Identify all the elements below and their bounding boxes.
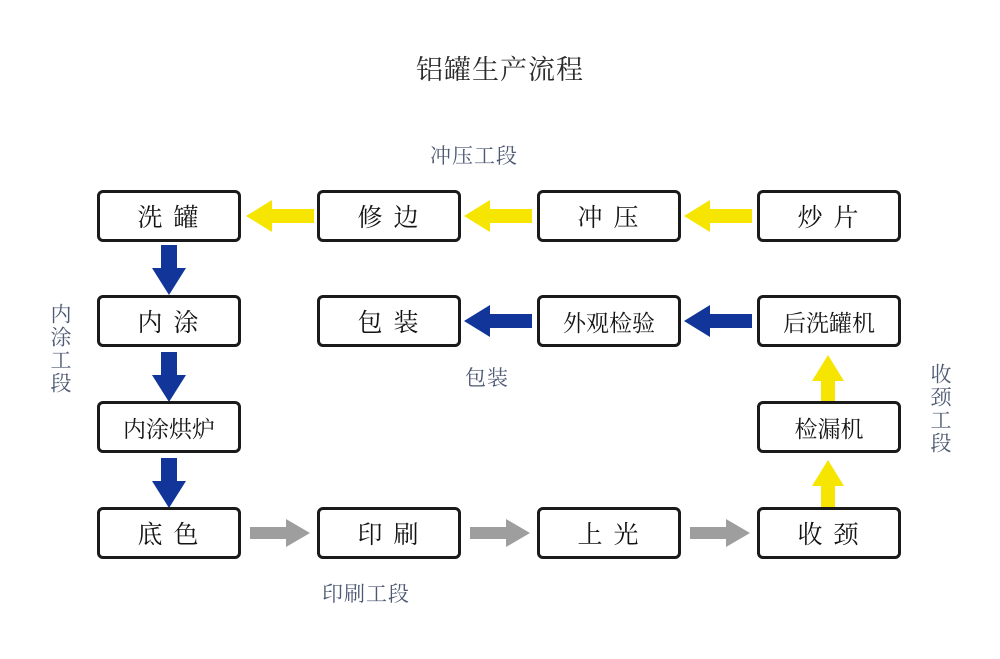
node-inner-coating-oven[interactable]: 内涂烘炉 <box>97 401 241 453</box>
node-appearance-inspection[interactable]: 外观检验 <box>537 295 681 347</box>
node-fry-sheet[interactable]: 炒 片 <box>757 190 901 242</box>
node-washing[interactable]: 洗 罐 <box>97 190 241 242</box>
node-stamping[interactable]: 冲 压 <box>537 190 681 242</box>
arrow-inspection-to-packaging <box>464 303 532 339</box>
node-printing[interactable]: 印 刷 <box>317 507 461 559</box>
arrow-stamping-to-trimming <box>464 198 532 234</box>
page-title: 铝罐生产流程 <box>416 55 584 85</box>
node-inner-coating[interactable]: 内 涂 <box>97 295 241 347</box>
arrow-printing-to-varnishing <box>470 518 530 548</box>
section-label-packaging: 包装 <box>465 367 509 390</box>
node-packaging[interactable]: 包 装 <box>317 295 461 347</box>
arrow-varnishing-to-necking <box>690 518 750 548</box>
arrow-fry-sheet-to-stamping <box>684 198 752 234</box>
node-base-color[interactable]: 底 色 <box>97 507 241 559</box>
section-label-necking: 收颈工段 <box>928 363 951 455</box>
arrow-leak-detector-to-post-washer <box>810 355 846 405</box>
arrow-oven-to-base-color <box>150 458 188 508</box>
arrow-trimming-to-washing <box>246 198 314 234</box>
arrow-base-color-to-printing <box>250 518 310 548</box>
section-label-inner-coating: 内涂工段 <box>48 303 71 395</box>
node-post-washer[interactable]: 后洗罐机 <box>757 295 901 347</box>
node-varnishing[interactable]: 上 光 <box>537 507 681 559</box>
arrow-necking-to-leak-detector <box>810 460 846 510</box>
node-leak-detector[interactable]: 检漏机 <box>757 401 901 453</box>
node-necking[interactable]: 收 颈 <box>757 507 901 559</box>
arrow-post-washer-to-inspection <box>684 303 752 339</box>
section-label-printing: 印刷工段 <box>322 583 410 606</box>
arrow-inner-coating-to-oven <box>150 352 188 402</box>
section-label-stamping: 冲压工段 <box>430 145 518 168</box>
node-trimming[interactable]: 修 边 <box>317 190 461 242</box>
arrow-washing-to-inner-coating <box>150 245 188 295</box>
